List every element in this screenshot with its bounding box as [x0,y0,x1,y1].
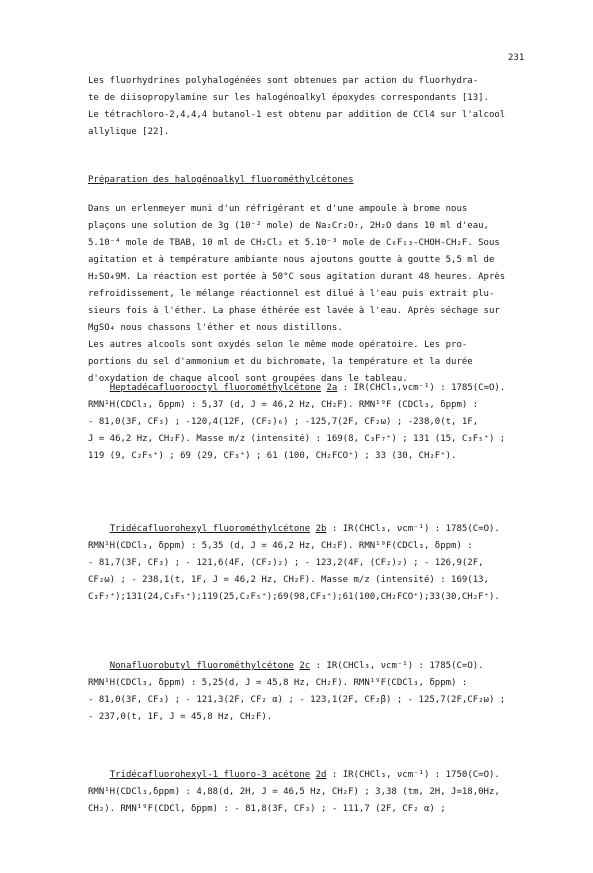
text-line: Les autres alcools sont oxydés selon le même mode opératoire. Les pro- [88,340,468,350]
text-line: Le tétrachloro-2,4,4,4 butanol-1 est obtenu par addition de CCl4 sur l'alcool [88,110,506,120]
text-line: CF₂ω) ; - 238,1(t, 1F, J = 46,2 Hz, CH₂F). Masse m/z (intensité) : 169(13, [88,575,489,585]
compound-name: Nonafluorobutyl fluorométhylcétone [109,661,294,671]
text-line: - 81,7(3F, CF₃) ; - 121,6(4F, (CF₂)₂) ; - 123,2(4F, (CF₂)₂) ; - 126,9(2F, [88,558,484,568]
compound-ir: : IR(CHCl₃, νcm⁻¹) : 1750(C=O). [326,770,500,780]
text-line: 5.10⁻⁴ mole de TBAB, 10 ml de CH₂Cl₂ et 5.10⁻³ mole de C₆F₁₃-CHOH-CH₂F. Sous [88,238,500,248]
section-heading [88,172,528,189]
compound-ir: : IR(CHCl₃, νcm⁻¹) : 1785(C=O). [310,661,484,671]
text-line: refroidissement, le mélange réactionnel est dilué à l'eau puis extrait plu- [88,289,495,299]
text-line: plaçons une solution de 3g (10⁻² mole) de Na₂Cr₂O₇, 2H₂O dans 10 ml d'eau, [88,221,489,231]
page-number: 231 [508,53,525,63]
compound-name: Tridécafluorohexyl-1 fluoro-3 acétone [109,770,311,780]
text-line: 119 (9, C₂F₅⁺) ; 69 (29, CF₃⁺) ; 61 (100, CH₂FCO⁺) ; 33 (30, CH₂F⁺). [88,451,457,461]
compound-block-2a [88,380,528,465]
text-line: C₃F₇⁺);131(24,C₃F₅⁺);119(25,C₂F₅⁺);69(98,CF₃⁺);61(100,CH₂FCO⁺);33(30,CH₂F⁺). [88,592,500,602]
compound-header [88,380,528,397]
text-line: Les fluorhydrines polyhalogénées sont obtenues par action du fluorhydra- [88,76,479,86]
text-line: agitation et à température ambiante nous ajoutons goutte à goutte 5,5 ml de [88,255,495,265]
compound-header [88,767,528,784]
text-line: H₂SO₄9M. La réaction est portée à 50°C sous agitation durant 48 heures. Après [88,272,506,282]
text-line: - 81,0(3F, CF₃) ; -120,4(12F, (CF₂)₆) ; -125,7(2F, CF₂ω) ; -238,0(t, 1F, [88,417,479,427]
intro-paragraph [88,73,528,141]
text-line: d'oxydation de chaque alcool sont groupées dans le tableau. [88,374,408,384]
text-line: - 81,0(3F, CF₃) ; - 121,3(2F, CF₂ α) ; - 123,1(2F, CF₂β) ; - 125,7(2F,CF₂ω) ; [88,695,506,705]
compound-label: 2b [315,524,327,534]
text-line: J = 46,2 Hz, CH₂F). Masse m/z (intensité) : 169(8, C₃F₇⁺) ; 131 (15, C₃F₅⁺) ; [88,434,506,444]
compound-block-2b [88,521,528,606]
text-line: allylique [22]. [88,127,170,137]
text-line: CH₂). RMN¹⁹F(CDCl, δppm) : - 81,8(3F, CF₃) ; - 111,7 (2F, CF₂ α) ; [88,804,446,814]
compound-header [88,658,528,675]
text-line: Dans un erlenmeyer muni d'un réfrigérant et d'une ampoule à brome nous [88,204,468,214]
section-heading-text: Préparation des halogénoalkyl fluorométhylcétones [88,175,354,185]
compound-block-2d [88,767,528,818]
text-line: RMN¹H(CDCl₃, δppm) : 5,35 (d, J = 46,2 Hz, CH₂F). RMN¹⁹F(CDCl₃, δppm) : [88,541,473,551]
text-line: RMN¹H(CDCl₃, δppm) : 5,37 (d, J = 46,2 Hz, CH₂F). RMN¹⁹F (CDCl₃, δppm) : [88,400,479,410]
compound-label: 2d [315,770,327,780]
compound-ir: : IR(CHCl₃, νcm⁻¹) : 1785(C=O). [326,524,500,534]
compound-label: 2c [299,661,311,671]
text-line: te de diisopropylamine sur les halogénoalkyl époxydes correspondants [13]. [88,93,489,103]
preparation-paragraph [88,201,528,388]
compound-block-2c [88,658,528,726]
text-line: portions du sel d'ammonium et du bichromate, la température et la durée [88,357,473,367]
compound-label: 2a [326,383,338,393]
text-line: RMN¹H(CDCl₃, δppm) : 5,25(d, J = 45,8 Hz, CH₂F). RMN¹⁹F(CDCl₃, δppm) : [88,678,468,688]
compound-ir: : IR(CHCl₃,νcm⁻¹) : 1785(C=O). [337,383,506,393]
text-line: RMN¹H(CDCl₃,δppm) : 4,88(d, 2H, J = 46,5 Hz, CH₂F) ; 3,38 (tm, 2H, J=18,0Hz, [88,787,500,797]
compound-header [88,521,528,538]
compound-name: Tridécafluorohexyl fluorométhylcétone [109,524,311,534]
text-line: - 237,0(t, 1F, J = 45,8 Hz, CH₂F). [88,712,273,722]
text-line: MgSO₄ nous chassons l'éther et nous distillons. [88,323,343,333]
text-line: sieurs fois à l'éther. La phase éthérée est lavée à l'eau. Après séchage sur [88,306,500,316]
compound-name: Heptadécafluorooctyl fluorométhylcétone [109,383,322,393]
